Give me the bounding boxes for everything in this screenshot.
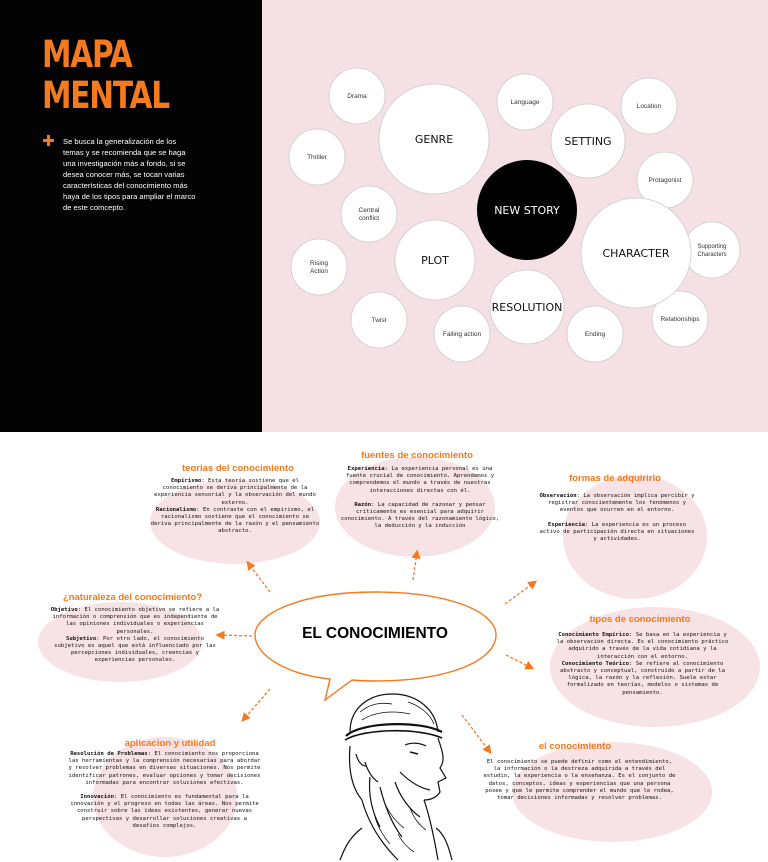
- teorico-label: Conocimiento Teórico: [561, 660, 630, 667]
- dark-side-panel: [0, 0, 262, 432]
- arrow-aplicacion: [243, 689, 270, 720]
- relationships-label: Relationships: [660, 316, 700, 323]
- central-conflict-label-2: conflict: [358, 215, 380, 222]
- razon-label: Razón: [354, 501, 372, 508]
- philosopher-bust-illustration: [340, 694, 452, 860]
- supporting-label-1: Supporting: [697, 244, 727, 250]
- definicion-body: [482, 759, 677, 802]
- language-label: Language: [510, 99, 540, 106]
- resolucion-label: Resolución de Problemas: [70, 751, 148, 757]
- rising-action-label-1: Rising: [309, 260, 329, 267]
- subjetivo-text: : Por otro lado, el conocimiento subjetivo es aquel que está influenciado por las percepciones individuales, creencias y experiencias personales.: [54, 635, 216, 664]
- title-line-2: MENTAL: [42, 74, 169, 117]
- protagonist-label: Protagonist: [648, 177, 682, 184]
- naturaleza-body: [50, 607, 220, 665]
- title-line-1: MAPA: [42, 33, 132, 76]
- arrow-teorias: [248, 563, 270, 592]
- innovacion-label: Innovación: [80, 794, 114, 801]
- naturaleza-title: ¿naturaleza del conocimiento?: [62, 592, 203, 603]
- node-supporting: [684, 222, 740, 278]
- definicion-title: el conocimiento: [538, 741, 612, 752]
- resolution-label: RESOLUTION: [491, 301, 563, 314]
- page-title: [42, 34, 202, 116]
- formas-experiencia-label: Experiencia: [547, 521, 585, 528]
- location-label: Location: [636, 103, 662, 110]
- definicion-text: El conocimiento se puede definir como el entendimiento, la información o la destreza adquirida a través del estudio, la experiencia o la enseñanza. Es el conjunto de datos, conceptos, ideas y experiencias que una persona posee y que le permite comprender el mundo que le rodea, tomar decisiones informadas y resolver problemas.: [483, 759, 676, 802]
- node-central-conflict: [341, 186, 397, 242]
- aplicacion-title: aplicacion y utilidad: [124, 738, 216, 749]
- plus-icon: [43, 135, 54, 146]
- innovacion-text: : El conocimiento es fundamental para la innovación y el progreso en todas las áreas. Nos permite construir sobre las ideas existentes, generar nuevas perspectivas y desarrollar soluciones creativas a desafíos complejos.: [70, 794, 259, 829]
- node-rising-action: [291, 239, 347, 295]
- drama-label: Drama: [347, 93, 367, 100]
- genre-label: GENRE: [414, 133, 454, 146]
- arrow-definicion: [462, 715, 490, 752]
- ending-label: Ending: [584, 331, 606, 338]
- objetivo-text: : El conocimiento objetivo se refiere a la información o comprensión que es independiente de las opiniones individuales o experiencias personales.: [52, 607, 220, 635]
- arrow-tipos: [506, 655, 532, 668]
- tipos-body: [555, 632, 730, 697]
- center-title: EL CONOCIMIENTO: [302, 625, 448, 642]
- tipos-title: tipos de conocimiento: [589, 614, 691, 625]
- setting-label: SETTING: [564, 135, 612, 148]
- observacion-label: Observación: [539, 493, 577, 499]
- fuentes-experiencia-label: Experiencia: [347, 466, 385, 472]
- supporting-label-2: Characters: [697, 252, 727, 258]
- intro-text: Se busca la generalización de los temas y se recomienda que se haga una investigación más a fondo, si se desea conocer más, se tocan varias características del conocimiento más haya de los tipos para ampliar el marco de este comcepto.: [63, 137, 196, 212]
- racionalismo-label: Racionalismo: [155, 506, 197, 513]
- new-story-label: NEW STORY: [494, 204, 560, 217]
- arrow-naturaleza: [218, 635, 252, 636]
- arrow-formas: [505, 582, 535, 604]
- formas-body: [537, 493, 697, 543]
- empirismo-text: : Esta teoría sostiene que el conocimiento se deriva principalmente de la experiencia sensorial y la observación del mundo externo.: [154, 478, 316, 506]
- thriller-label: Thriller: [307, 154, 327, 161]
- conocimiento-section: [0, 432, 768, 862]
- formas-title: formas de adquirirlo: [569, 473, 661, 484]
- teorias-title: teorias del conocimiento: [182, 463, 294, 474]
- speech-bubble: [255, 592, 496, 700]
- plot-label: PLOT: [421, 254, 449, 267]
- teorias-body: [150, 478, 320, 536]
- fuentes-body: [340, 466, 500, 531]
- objetivo-label: Objetivo: [50, 607, 78, 613]
- subjetivo-label: Subjetivo: [65, 635, 97, 642]
- racionalismo-text: : En contraste con el empirismo, el racionalismo sostiene que el conocimiento se deriva principalmente de la razón y el pensamiento abstracto.: [150, 506, 320, 535]
- aplicacion-body: [67, 751, 262, 830]
- fuentes-title: fuentes de conocimiento: [361, 450, 473, 461]
- observacion-text: : La observación implica percibir y registrar conscientemente los fenómenos y eventos que ocurren en el entorno.: [547, 493, 695, 514]
- fuentes-experiencia-text: : La experiencia personal es una fuente crucial de conocimiento. Aprendemos y comprendemos el mundo a través de nuestras interacciones directas con él.: [345, 466, 495, 494]
- resolucion-text: : El conocimiento nos proporciona las herramientas y la comprensión necesarias para abordar y resolver problemas en diversas situaciones. Nos permite identificar patrones, evaluar opciones y tomar decisiones informadas para encontrar soluciones efectivas.: [68, 751, 261, 786]
- empirico-label: Conocimiento Empírico: [558, 632, 630, 638]
- story-mind-map: [262, 0, 768, 432]
- character-label: CHARACTER: [602, 247, 670, 260]
- empirico-text: : Se basa en la experiencia y la observación directa. Es el conocimiento práctico adquirido a través de la vida cotidiana y la interacción con el entorno.: [556, 632, 729, 660]
- twist-label: Twist: [371, 317, 387, 324]
- rising-action-label-2: Action: [309, 268, 329, 275]
- razon-text: : La capacidad de razonar y pensar críticamente es esencial para adquirir conocimiento. A través del razonamiento lógico, la deducción y la inducción: [340, 501, 500, 530]
- formas-experiencia-text: : La experiencia es un proceso activo de participación directa en situaciones y actividades.: [539, 521, 695, 543]
- central-conflict-label-1: Central: [358, 207, 380, 214]
- teorico-text: : Se refiere al conocimiento abstracto y conceptual, construido a partir de la lógica, la razón y la reflexión. Suele estar formalizado en teorías, modelos o sistemas de pensamiento.: [559, 660, 726, 696]
- falling-action-label: Falling action: [442, 331, 482, 338]
- empirismo-label: Empirismo: [171, 478, 202, 484]
